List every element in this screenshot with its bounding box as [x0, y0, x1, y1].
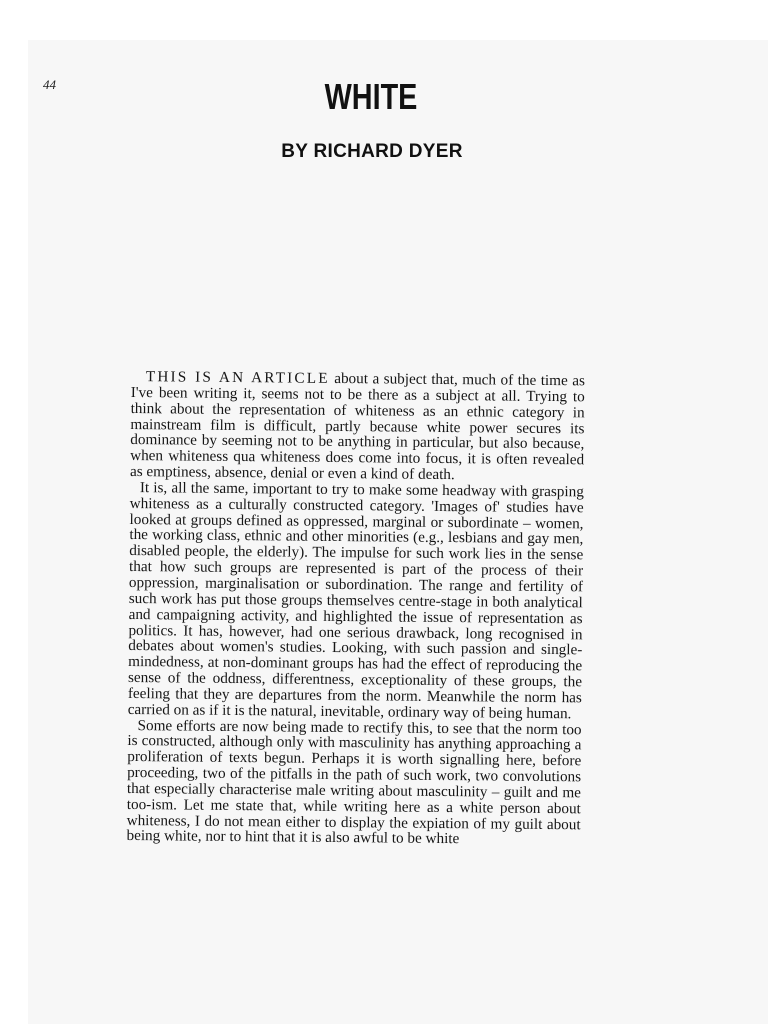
lead-in: THIS IS AN ARTICLE: [145, 368, 330, 387]
paragraph-1: [130, 369, 585, 484]
article-body: [126, 369, 585, 849]
article-title-text: WHITE: [324, 76, 418, 117]
article-byline: [0, 141, 768, 163]
paragraph-3: Some efforts are now being made to rectify this, to see that the norm too is constructed, although only with masculinity has anything approaching a proliferation of texts begun. Perhaps it is worth signalling here, before proceeding, two of the pitfalls in the path of such work, two convolutions that especially characterise male writing about masculinity – guilt and me too-ism. Let me state that, while writing here as a white person about whiteness, I do not mean either to display the expiation of my guilt about being white, nor to hint that it is also awful to be white: [126, 716, 582, 848]
paragraph-2: It is, all the same, important to try to make some headway with grasping whiteness as a culturally constructed category. 'Images of' studies have looked at groups defined as oppressed, marginal or subordinate – women, the working class, ethnic and other minorities (e.g., lesbians and gay men, disabled people, the elderly). The impulse for such work lies in the sense that how such groups are represented is part of the process of their oppression, marginalisation or subordination. The range and fertility of such work has put those groups themselves centre-stage in both analytical and campaigning activity, and highlighted the issue of representation as politics. It has, however, had one serious drawback, long recognised in debates about women's studies. Looking, with such passion and single-mindedness, at non-dominant groups has had the effect of reproducing the sense of the oddness, differentness, exceptionality of these groups, the feeling that they are departures from the norm. Meanwhile the norm has carried on as if it is the natural, inevitable, ordinary way of being human.: [127, 478, 584, 722]
article-byline-text: BY RICHARD DYER: [281, 141, 463, 162]
page-number: 44: [43, 77, 56, 92]
article-title: [74, 76, 688, 118]
paragraph-1-text: about a subject that, much of the time as I've been writing it, seems not to be there as a subject at all. Trying to think about the representation of whiteness as an ethnic category in mainstream film is difficult, partly because white power secures its dominance by seeming not to be anything in particular, but also because, when whiteness qua whiteness does come into focus, it is often revealed as emptiness, absence, denial or even a kind of death.: [129, 369, 585, 484]
